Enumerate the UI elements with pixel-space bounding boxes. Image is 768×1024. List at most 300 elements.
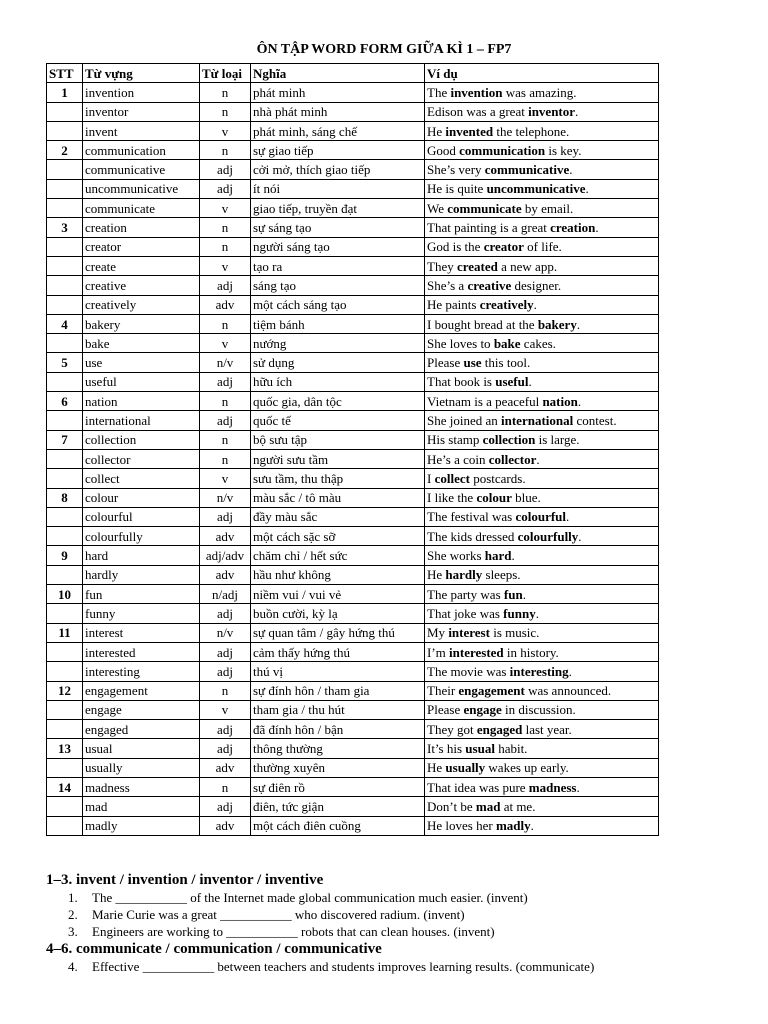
example-text-pre: My	[427, 625, 449, 641]
table-row	[47, 565, 659, 584]
example-text-pre: We	[427, 200, 448, 216]
meaning-cell: bộ sưu tập	[251, 430, 425, 449]
stt-cell: 11	[47, 623, 83, 642]
stt-cell	[47, 276, 83, 295]
meaning-cell: nhà phát minh	[251, 102, 425, 121]
example-cell	[425, 411, 659, 430]
word-type-cell: adv	[200, 295, 251, 314]
word-cell: useful	[83, 372, 200, 391]
table-row	[47, 276, 659, 295]
example-text-pre: He paints	[427, 297, 480, 313]
stt-cell	[47, 469, 83, 488]
example-cell	[425, 218, 659, 237]
table-row	[47, 700, 659, 719]
example-cell	[425, 777, 659, 796]
example-cell	[425, 83, 659, 102]
word-type-cell: adj	[200, 739, 251, 758]
example-text-post: contest.	[573, 412, 617, 428]
table-row	[47, 739, 659, 758]
exercise-number: 2.	[68, 907, 78, 922]
example-keyword: interest	[448, 625, 490, 641]
table-row	[47, 662, 659, 681]
example-text-pre: I	[427, 470, 435, 486]
stt-cell	[47, 662, 83, 681]
example-text-post: this tool.	[481, 355, 531, 371]
vocabulary-table	[46, 63, 659, 836]
example-text-pre: He	[427, 123, 446, 139]
example-keyword: colourfully	[517, 528, 579, 544]
example-text-post: .	[585, 181, 589, 197]
table-row	[47, 777, 659, 796]
example-cell	[425, 179, 659, 198]
example-text-post: sleeps.	[482, 567, 521, 583]
table-row	[47, 758, 659, 777]
example-keyword: madness	[528, 779, 577, 795]
word-type-cell: n	[200, 681, 251, 700]
word-cell: uncommunicative	[83, 179, 200, 198]
example-text-post: .	[533, 297, 537, 313]
stt-cell	[47, 565, 83, 584]
example-cell	[425, 739, 659, 758]
meaning-cell: nướng	[251, 334, 425, 353]
stt-cell	[47, 237, 83, 256]
table-row	[47, 372, 659, 391]
example-text-pre: Don’t be	[427, 798, 476, 814]
meaning-cell: tham gia / thu hút	[251, 700, 425, 719]
word-type-cell: n	[200, 218, 251, 237]
example-keyword: hardly	[445, 567, 483, 583]
meaning-cell: quốc tế	[251, 411, 425, 430]
example-text-post: .	[576, 316, 581, 332]
table-row	[47, 314, 659, 333]
example-text-pre: Please	[427, 702, 464, 718]
table-row	[47, 488, 659, 507]
example-keyword: communication	[459, 142, 546, 158]
stt-cell: 9	[47, 546, 83, 565]
example-cell	[425, 160, 659, 179]
stt-cell	[47, 604, 83, 623]
stt-cell: 13	[47, 739, 83, 758]
word-cell: create	[83, 256, 200, 275]
example-cell	[425, 604, 659, 623]
exercise-text: Engineers are working to ___________ robots that can clean houses. (invent)	[92, 924, 495, 939]
example-text-pre: Edison was a great	[427, 104, 529, 120]
word-type-cell: n	[200, 430, 251, 449]
stt-cell	[47, 816, 83, 835]
word-type-cell: n	[200, 449, 251, 468]
example-keyword: bakery	[537, 316, 577, 332]
example-keyword: communicative	[484, 162, 570, 178]
word-type-cell: adv	[200, 816, 251, 835]
example-text-post: .	[568, 663, 572, 679]
word-type-cell: n/v	[200, 488, 251, 507]
example-text-post: was amazing.	[502, 84, 577, 100]
example-cell	[425, 623, 659, 642]
table-row	[47, 160, 659, 179]
example-keyword: mad	[475, 798, 501, 814]
table-row	[47, 527, 659, 546]
example-text-post: .	[522, 586, 526, 602]
word-type-cell: n	[200, 777, 251, 796]
word-type-cell: v	[200, 700, 251, 719]
example-text-pre: I’m	[427, 644, 450, 660]
example-text-pre: The kids dressed	[427, 528, 518, 544]
word-type-cell: adv	[200, 565, 251, 584]
stt-cell	[47, 527, 83, 546]
example-keyword: usually	[445, 760, 486, 776]
table-row	[47, 218, 659, 237]
word-cell: usually	[83, 758, 200, 777]
table-row	[47, 507, 659, 526]
example-text-post: .	[595, 220, 599, 236]
word-type-cell: v	[200, 334, 251, 353]
example-text-post: is music.	[489, 625, 540, 641]
example-cell	[425, 430, 659, 449]
word-cell: communication	[83, 141, 200, 160]
word-type-cell: n	[200, 141, 251, 160]
example-cell	[425, 353, 659, 372]
example-cell	[425, 372, 659, 391]
word-type-cell: adj	[200, 797, 251, 816]
word-cell: madly	[83, 816, 200, 835]
meaning-cell: thông thường	[251, 739, 425, 758]
word-type-cell: v	[200, 256, 251, 275]
example-cell	[425, 507, 659, 526]
example-cell	[425, 488, 659, 507]
word-cell: engage	[83, 700, 200, 719]
stt-cell	[47, 102, 83, 121]
word-cell: funny	[83, 604, 200, 623]
stt-cell	[47, 160, 83, 179]
meaning-cell: sự quan tâm / gây hứng thú	[251, 623, 425, 642]
exercise-number: 3.	[68, 924, 78, 939]
example-text-pre: He	[427, 760, 446, 776]
example-cell	[425, 141, 659, 160]
exercise-item	[46, 906, 746, 923]
word-cell: hardly	[83, 565, 200, 584]
example-text-post: habit.	[494, 741, 528, 757]
word-type-cell: adv	[200, 527, 251, 546]
example-cell	[425, 546, 659, 565]
word-type-cell: n	[200, 392, 251, 411]
example-text-pre: That book is	[427, 374, 496, 390]
example-keyword: creatively	[479, 297, 534, 313]
stt-cell	[47, 758, 83, 777]
word-cell: collect	[83, 469, 200, 488]
stt-cell: 3	[47, 218, 83, 237]
table-row	[47, 83, 659, 102]
word-type-cell: adj/adv	[200, 546, 251, 565]
word-cell: invention	[83, 83, 200, 102]
example-text-post: .	[576, 779, 580, 795]
word-cell: engaged	[83, 720, 200, 739]
word-cell: invent	[83, 121, 200, 140]
word-type-cell: n	[200, 83, 251, 102]
page-title: ÔN TẬP WORD FORM GIỮA KÌ 1 – FP7	[256, 42, 512, 57]
example-text-post: .	[566, 509, 570, 525]
example-text-post: .	[575, 104, 579, 120]
word-cell: nation	[83, 392, 200, 411]
example-keyword: creator	[483, 239, 524, 255]
word-cell: interesting	[83, 662, 200, 681]
example-keyword: creation	[550, 220, 596, 236]
table-row	[47, 295, 659, 314]
meaning-cell: tiệm bánh	[251, 314, 425, 333]
example-text-post: .	[577, 393, 582, 409]
word-cell: mad	[83, 797, 200, 816]
table-row	[47, 121, 659, 140]
stt-cell	[47, 179, 83, 198]
word-type-cell: adj	[200, 179, 251, 198]
example-cell	[425, 469, 659, 488]
example-text-post: postcards.	[469, 470, 526, 486]
example-text-post: wakes up early.	[485, 760, 569, 776]
example-keyword: useful	[495, 374, 529, 390]
word-type-cell: adj	[200, 372, 251, 391]
word-cell: colour	[83, 488, 200, 507]
example-text-pre: That idea was pure	[427, 779, 529, 795]
stt-cell	[47, 372, 83, 391]
example-keyword: uncommunicative	[486, 181, 586, 197]
stt-cell	[47, 720, 83, 739]
example-text-pre: God is the	[427, 239, 484, 255]
meaning-cell: một cách sáng tạo	[251, 295, 425, 314]
example-text-post: .	[578, 528, 582, 544]
example-cell	[425, 449, 659, 468]
example-keyword: hard	[484, 548, 512, 564]
example-text-pre: They got	[427, 721, 477, 737]
example-text-post: last year.	[522, 721, 572, 737]
stt-cell: 5	[47, 353, 83, 372]
example-keyword: bake	[493, 335, 521, 351]
header-stt: STT	[47, 64, 83, 83]
example-keyword: interesting	[509, 663, 569, 679]
example-keyword: collection	[482, 432, 536, 448]
example-keyword: interested	[449, 644, 504, 660]
word-type-cell: adj	[200, 642, 251, 661]
meaning-cell: thường xuyên	[251, 758, 425, 777]
example-text-pre: Vietnam is a peaceful	[427, 393, 543, 409]
exercise-group-heading: 4–6. communicate / communication / communicative	[46, 941, 382, 957]
stt-cell: 7	[47, 430, 83, 449]
word-cell: bake	[83, 334, 200, 353]
example-text-pre: She’s very	[427, 162, 485, 178]
word-cell: communicate	[83, 199, 200, 218]
meaning-cell: đã đính hôn / bận	[251, 720, 425, 739]
example-keyword: funny	[503, 605, 536, 621]
meaning-cell: sưu tầm, thu thập	[251, 469, 425, 488]
example-cell	[425, 199, 659, 218]
example-text-post: is large.	[535, 432, 580, 448]
example-cell	[425, 816, 659, 835]
table-row	[47, 430, 659, 449]
table-row	[47, 797, 659, 816]
exercise-text: The ___________ of the Internet made global communication much easier. (invent)	[92, 890, 528, 905]
example-text-post: the telephone.	[493, 123, 570, 139]
exercise-number: 4.	[68, 959, 78, 974]
word-type-cell: n/v	[200, 623, 251, 642]
meaning-cell: sáng tạo	[251, 276, 425, 295]
example-cell	[425, 295, 659, 314]
example-text-post: by email.	[521, 200, 574, 216]
exercise-group-heading: 1–3. invent / invention / inventor / inventive	[46, 872, 324, 888]
stt-cell	[47, 700, 83, 719]
word-cell: bakery	[83, 314, 200, 333]
word-cell: hard	[83, 546, 200, 565]
meaning-cell: niềm vui / vui vẻ	[251, 585, 425, 604]
example-keyword: invention	[450, 84, 503, 100]
example-text-pre: He	[427, 567, 446, 583]
stt-cell	[47, 449, 83, 468]
example-cell	[425, 392, 659, 411]
example-cell	[425, 314, 659, 333]
meaning-cell: cởi mở, thích giao tiếp	[251, 160, 425, 179]
example-text-pre: The movie was	[427, 663, 510, 679]
stt-cell: 10	[47, 585, 83, 604]
example-text-post: .	[511, 548, 515, 564]
example-text-pre: The festival was	[427, 509, 516, 525]
example-cell	[425, 700, 659, 719]
exercise-text: Marie Curie was a great ___________ who discovered radium. (invent)	[92, 907, 465, 922]
stt-cell	[47, 642, 83, 661]
word-type-cell: adj	[200, 507, 251, 526]
stt-cell	[47, 334, 83, 353]
word-cell: collector	[83, 449, 200, 468]
word-type-cell: adj	[200, 276, 251, 295]
example-keyword: international	[501, 412, 574, 428]
meaning-cell: ít nói	[251, 179, 425, 198]
word-type-cell: n	[200, 237, 251, 256]
word-cell: inventor	[83, 102, 200, 121]
meaning-cell: chăm chỉ / hết sức	[251, 546, 425, 565]
example-cell	[425, 585, 659, 604]
example-cell	[425, 797, 659, 816]
example-cell	[425, 121, 659, 140]
meaning-cell: tạo ra	[251, 256, 425, 275]
stt-cell: 6	[47, 392, 83, 411]
table-row	[47, 816, 659, 835]
meaning-cell: người sáng tạo	[251, 237, 425, 256]
example-cell	[425, 758, 659, 777]
word-cell: creation	[83, 218, 200, 237]
word-cell: interested	[83, 642, 200, 661]
exercise-text: Effective ___________ between teachers and students improves learning results. (communicate)	[92, 959, 595, 974]
example-text-post: cakes.	[520, 335, 556, 351]
stt-cell	[47, 295, 83, 314]
example-cell	[425, 681, 659, 700]
example-keyword: madly	[495, 818, 531, 834]
example-text-pre: She’s a	[427, 277, 468, 293]
example-keyword: engaged	[476, 721, 523, 737]
example-keyword: usual	[465, 741, 495, 757]
example-text-pre: He’s a coin	[427, 451, 489, 467]
word-type-cell: n/adj	[200, 585, 251, 604]
word-type-cell: adj	[200, 160, 251, 179]
table-row	[47, 141, 659, 160]
table-row	[47, 449, 659, 468]
meaning-cell: thú vị	[251, 662, 425, 681]
table-row	[47, 623, 659, 642]
meaning-cell: một cách sặc sỡ	[251, 527, 425, 546]
example-cell	[425, 102, 659, 121]
table-row	[47, 585, 659, 604]
example-text-post: .	[530, 818, 534, 834]
exercise-list	[46, 958, 746, 975]
word-type-cell: n	[200, 102, 251, 121]
word-cell: madness	[83, 777, 200, 796]
example-text-post: blue.	[511, 490, 541, 506]
example-keyword: engagement	[458, 683, 525, 699]
meaning-cell: giao tiếp, truyền đạt	[251, 199, 425, 218]
stt-cell: 12	[47, 681, 83, 700]
word-type-cell: n/v	[200, 353, 251, 372]
table-row	[47, 392, 659, 411]
example-cell	[425, 334, 659, 353]
word-cell: creatively	[83, 295, 200, 314]
table-row	[47, 102, 659, 121]
example-keyword: collector	[488, 451, 537, 467]
example-text-post: in history.	[503, 644, 559, 660]
word-cell: collection	[83, 430, 200, 449]
example-keyword: fun	[503, 586, 523, 602]
word-type-cell: adv	[200, 758, 251, 777]
example-text-pre: It’s his	[427, 741, 466, 757]
table-row	[47, 353, 659, 372]
table-row	[47, 469, 659, 488]
example-keyword: created	[456, 258, 498, 274]
example-text-pre: They	[427, 258, 457, 274]
meaning-cell: phát minh, sáng chế	[251, 121, 425, 140]
meaning-cell: sử dụng	[251, 353, 425, 372]
example-text-post: was announced.	[524, 683, 612, 699]
meaning-cell: màu sắc / tô màu	[251, 488, 425, 507]
table-row	[47, 237, 659, 256]
table-row	[47, 681, 659, 700]
example-text-pre: Their	[427, 683, 459, 699]
meaning-cell: quốc gia, dân tộc	[251, 392, 425, 411]
example-text-pre: She joined an	[427, 412, 502, 428]
example-text-pre: The party was	[427, 586, 504, 602]
example-text-pre: He is quite	[427, 181, 487, 197]
stt-cell: 2	[47, 141, 83, 160]
meaning-cell: sự giao tiếp	[251, 141, 425, 160]
example-text-post: at me.	[500, 798, 536, 814]
example-text-pre: The	[427, 84, 451, 100]
example-text-pre: He loves her	[427, 818, 496, 834]
example-text-post: a new app.	[497, 258, 558, 274]
table-header-row	[47, 64, 659, 83]
example-text-pre: His stamp	[427, 432, 483, 448]
word-type-cell: v	[200, 199, 251, 218]
example-text-post: is key.	[545, 142, 582, 158]
table-row	[47, 604, 659, 623]
example-keyword: inventor	[528, 104, 576, 120]
header-word: Từ vựng	[83, 64, 200, 83]
stt-cell	[47, 411, 83, 430]
meaning-cell: sự sáng tạo	[251, 218, 425, 237]
stt-cell	[47, 199, 83, 218]
example-cell	[425, 662, 659, 681]
header-meaning: Nghĩa	[251, 64, 425, 83]
exercise-item	[46, 923, 746, 940]
example-cell	[425, 527, 659, 546]
word-type-cell: v	[200, 121, 251, 140]
word-cell: interest	[83, 623, 200, 642]
meaning-cell: buồn cười, kỳ lạ	[251, 604, 425, 623]
example-keyword: collect	[434, 470, 470, 486]
word-cell: international	[83, 411, 200, 430]
example-text-post: .	[569, 162, 573, 178]
